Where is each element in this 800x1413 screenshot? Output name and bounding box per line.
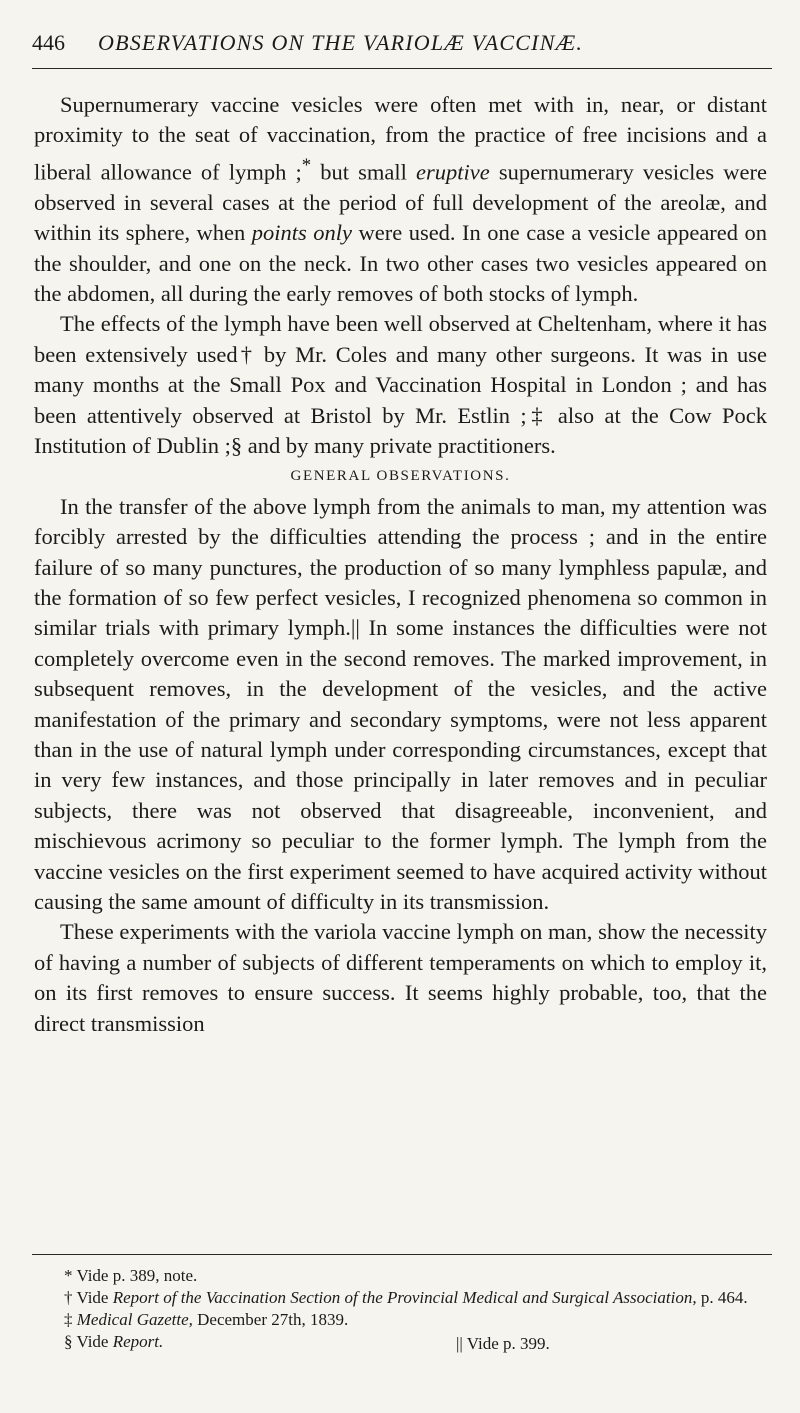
- paragraph-1: Supernumerary vaccine vesicles were often met with in, near, or distant proximity to the seat of vaccination, from the practice of free incisions and a liberal allowance of lymph ;* but small eruptive supernumerary vesicles were observed in several cases at the period of full development of the areolæ, and within its sphere, when points only were used. In one case a vesicle appeared on the shoulder, and one on the neck. In two other cases two vesicles appeared on the abdomen, all during the early removes of both stocks of lymph.: [34, 92, 768, 306]
- section-heading: GENERAL OBSERVATIONS.: [290, 468, 511, 485]
- paragraph-3: In the transfer of the above lymph from the animals to man, my attention was forcibly arrested by the difficulties attending the process ; and in the entire failure of so many punctures, the production of so many lymphless papulæ, and the formation of so few perfect vesicles, I recognized phenomena so common in similar trials with primary lymph.|| In some instances the difficulties were not completely overcome even in the second removes. The marked improvement, in subsequent removes, in the development of the vesicles, and the active manifestation of the primary and secondary symptoms, were not less apparent than in the use of natural lymph under corresponding circumstances, except that in very few instances, and those principally in later removes and in peculiar subjects, there was not observed that disagreeable, inconvenient, and mischievous acrimony so peculiar to the former lymph. The lymph from the vaccine vesicles on the first experiment seemed to have acquired activity without causing the same amount of difficulty in its transmission.: [34, 493, 767, 915]
- paragraph-4: These experiments with the variola vaccine lymph on man, show the necessity of having a number of subjects of different temperaments on which to employ it, on its first removes to ensure success. It seems highly probable, too, that the direct transmission: [34, 919, 767, 1036]
- footnote-5: || Vide p. 399.: [456, 1334, 550, 1353]
- running-head: [32, 30, 772, 56]
- footnote-2: † Vide Report of the Vaccination Section of the Provincial Medical and Surgical Association, p. 464.: [64, 1288, 748, 1307]
- page-number: 446: [32, 30, 65, 55]
- footnote-3: ‡ Medical Gazette, December 27th, 1839.: [64, 1310, 349, 1329]
- footnote-ref-dagger: †: [237, 341, 256, 367]
- body-text: [34, 90, 767, 1039]
- footnote-4: § Vide Report. || Vide p. 399.: [64, 1332, 550, 1353]
- footnote-rule: [32, 1254, 772, 1255]
- footnote-ref-double-dagger: ‡: [526, 402, 548, 428]
- footnote-ref-star: *: [301, 154, 312, 176]
- footnote-1: * Vide p. 389, note.: [64, 1266, 198, 1285]
- footnotes: [36, 1265, 776, 1353]
- header-rule: [32, 68, 772, 69]
- footnote-ref-section: §: [230, 432, 243, 458]
- footnote-ref-parallel: ||: [350, 615, 360, 641]
- running-title: OBSERVATIONS ON THE VARIOLÆ VACCINÆ.: [98, 30, 584, 55]
- paragraph-2: The effects of the lymph have been well observed at Cheltenham, where it has been extensively used† by Mr. Coles and many other surgeons. It was in use many months at the Small Pox and Vaccination Hospital in London ; and has been attentively observed at Bristol by Mr. Estlin ;‡ also at the Cow Pock Institution of Dublin ;§ and by many private practitioners.: [34, 311, 768, 458]
